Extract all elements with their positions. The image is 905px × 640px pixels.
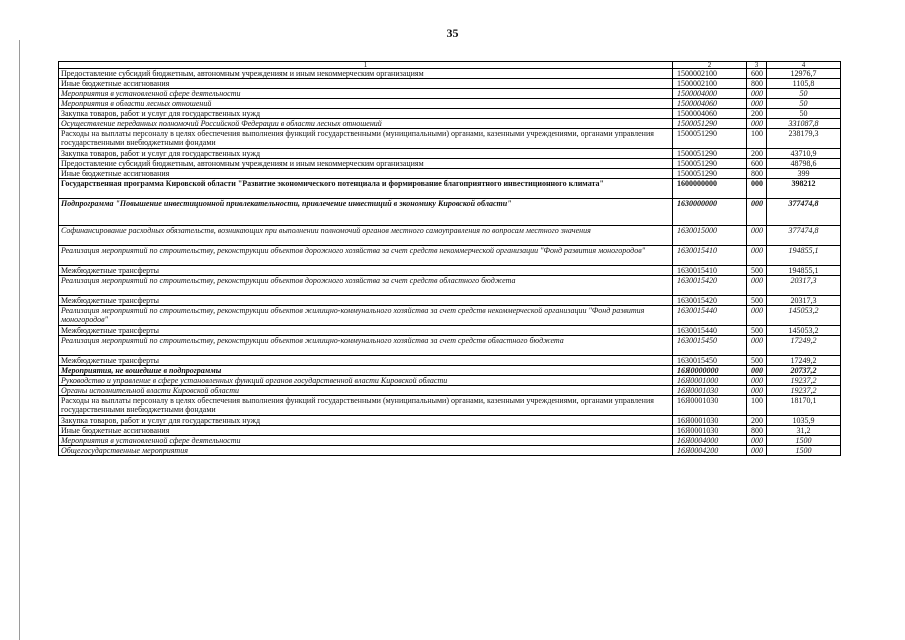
row-name-cell: Расходы на выплаты персоналу в целях обеспечения выполнения функций государственными (муниципальными) органами, казенными учреждениями, органами управления государственными внебюджетными фондами — [59, 396, 673, 416]
row-expense-type-cell: 000 — [747, 226, 767, 246]
table-header-row — [59, 62, 841, 69]
row-name-cell: Реализация мероприятий по строительству, реконструкции объектов дорожного хозяйства за счет средств областного бюджета — [59, 276, 673, 296]
table-row — [59, 266, 841, 276]
row-expense-type-cell: 000 — [747, 336, 767, 356]
row-amount-cell: 238179,3 — [767, 129, 841, 149]
row-expense-type-cell: 200 — [747, 109, 767, 119]
row-expense-type-cell: 600 — [747, 69, 767, 79]
row-code-cell: 1500002100 — [673, 69, 747, 79]
table-row — [59, 79, 841, 89]
table-row — [59, 89, 841, 99]
row-amount-cell: 377474,8 — [767, 226, 841, 246]
row-amount-cell: 19237,2 — [767, 386, 841, 396]
row-amount-cell: 20317,3 — [767, 276, 841, 296]
header-col-4: 4 — [767, 62, 841, 69]
row-expense-type-cell: 800 — [747, 79, 767, 89]
row-name-cell: Органы исполнительной власти Кировской области — [59, 386, 673, 396]
table-row — [59, 296, 841, 306]
table-row — [59, 99, 841, 109]
row-amount-cell: 50 — [767, 109, 841, 119]
row-code-cell: 1630015440 — [673, 326, 747, 336]
row-name-cell: Иные бюджетные ассигнования — [59, 426, 673, 436]
row-amount-cell: 17249,2 — [767, 336, 841, 356]
row-name-cell: Осуществление переданных полномочий Российской Федерации в области лесных отношений — [59, 119, 673, 129]
header-col-2: 2 — [673, 62, 747, 69]
row-code-cell: 1500051290 — [673, 169, 747, 179]
row-code-cell: 1500051290 — [673, 129, 747, 149]
page-number: 35 — [446, 26, 459, 40]
row-code-cell: 16Я0001030 — [673, 386, 747, 396]
row-amount-cell: 1500 — [767, 436, 841, 446]
table-body — [59, 69, 841, 456]
row-amount-cell: 48798,6 — [767, 159, 841, 169]
row-amount-cell: 19237,2 — [767, 376, 841, 386]
row-name-cell: Закупка товаров, работ и услуг для государственных нужд — [59, 109, 673, 119]
row-code-cell: 1630015420 — [673, 296, 747, 306]
table-row — [59, 376, 841, 386]
row-expense-type-cell: 200 — [747, 149, 767, 159]
row-name-cell: Иные бюджетные ассигнования — [59, 169, 673, 179]
table-row — [59, 446, 841, 456]
row-expense-type-cell: 600 — [747, 159, 767, 169]
row-name-cell: Расходы на выплаты персоналу в целях обеспечения выполнения функций государственными (муниципальными) органами, казенными учреждениями, органами управления государственными внебюджетными фондами — [59, 129, 673, 149]
row-name-cell: Реализация мероприятий по строительству, реконструкции объектов жилищно-коммунального хозяйства за счет средств областного бюджета — [59, 336, 673, 356]
row-code-cell: 1630015000 — [673, 226, 747, 246]
row-expense-type-cell: 000 — [747, 179, 767, 199]
table-row — [59, 436, 841, 446]
row-expense-type-cell: 000 — [747, 366, 767, 376]
row-expense-type-cell: 500 — [747, 266, 767, 276]
row-expense-type-cell: 500 — [747, 326, 767, 336]
row-code-cell: 1500004060 — [673, 109, 747, 119]
row-code-cell: 1630015440 — [673, 306, 747, 326]
row-code-cell: 1500051290 — [673, 159, 747, 169]
row-name-cell: Мероприятия в установленной сфере деятельности — [59, 436, 673, 446]
row-amount-cell: 377474,8 — [767, 199, 841, 226]
row-expense-type-cell: 000 — [747, 446, 767, 456]
table-row — [59, 169, 841, 179]
table-row — [59, 386, 841, 396]
budget-table — [58, 61, 841, 456]
table-row — [59, 356, 841, 366]
table-row — [59, 69, 841, 79]
row-amount-cell: 399 — [767, 169, 841, 179]
row-expense-type-cell: 000 — [747, 376, 767, 386]
row-name-cell: Мероприятия, не вошедшие в подпрограммы — [59, 366, 673, 376]
row-code-cell: 16Я0001000 — [673, 376, 747, 386]
row-name-cell: Межбюджетные трансферты — [59, 356, 673, 366]
row-code-cell: 16Я0001030 — [673, 396, 747, 416]
table-row — [59, 246, 841, 266]
row-expense-type-cell: 000 — [747, 386, 767, 396]
table-row — [59, 129, 841, 149]
row-amount-cell: 18170,1 — [767, 396, 841, 416]
row-expense-type-cell: 200 — [747, 416, 767, 426]
row-amount-cell: 145053,2 — [767, 326, 841, 336]
row-expense-type-cell: 000 — [747, 276, 767, 296]
header-col-3: 3 — [747, 62, 767, 69]
row-name-cell: Софинансирование расходных обязательств, возникающих при выполнении полномочий органов местного самоуправления по вопросам местного значения — [59, 226, 673, 246]
row-amount-cell: 1500 — [767, 446, 841, 456]
row-name-cell: Реализация мероприятий по строительству, реконструкции объектов жилищно-коммунального хозяйства за счет средств некоммерческой организации "Фонд развития моногородов" — [59, 306, 673, 326]
row-expense-type-cell: 100 — [747, 396, 767, 416]
table-row — [59, 109, 841, 119]
table-row — [59, 426, 841, 436]
row-code-cell: 1630015410 — [673, 246, 747, 266]
row-expense-type-cell: 000 — [747, 306, 767, 326]
table-row — [59, 179, 841, 199]
row-amount-cell: 50 — [767, 99, 841, 109]
row-name-cell: Общегосударственные мероприятия — [59, 446, 673, 456]
row-name-cell: Иные бюджетные ассигнования — [59, 79, 673, 89]
row-name-cell: Реализация мероприятий по строительству, реконструкции объектов дорожного хозяйства за счет средств некоммерческой организации "Фонд развития моногородов" — [59, 246, 673, 266]
row-code-cell: 1630000000 — [673, 199, 747, 226]
table-row — [59, 276, 841, 296]
row-amount-cell: 12976,7 — [767, 69, 841, 79]
row-expense-type-cell: 000 — [747, 436, 767, 446]
row-code-cell: 16Я0001030 — [673, 426, 747, 436]
row-amount-cell: 17249,2 — [767, 356, 841, 366]
row-expense-type-cell: 800 — [747, 426, 767, 436]
row-name-cell: Предоставление субсидий бюджетным, автономным учреждениям и иным некоммерческим организациям — [59, 159, 673, 169]
row-name-cell: Предоставление субсидий бюджетным, автономным учреждениям и иным некоммерческим организациям — [59, 69, 673, 79]
row-name-cell: Руководство и управление в сфере установленных функций органов государственной власти Кировской области — [59, 376, 673, 386]
row-name-cell: Подпрограмма "Повышение инвестиционной привлекательности, привлечение инвестиций в экономику Кировской области" — [59, 199, 673, 226]
row-amount-cell: 331087,8 — [767, 119, 841, 129]
row-code-cell: 1630015450 — [673, 356, 747, 366]
row-expense-type-cell: 000 — [747, 246, 767, 266]
row-expense-type-cell: 000 — [747, 89, 767, 99]
row-name-cell: Мероприятия в области лесных отношений — [59, 99, 673, 109]
row-code-cell: 1500004000 — [673, 89, 747, 99]
row-expense-type-cell: 000 — [747, 99, 767, 109]
row-amount-cell: 31,2 — [767, 426, 841, 436]
table-row — [59, 149, 841, 159]
table-row — [59, 416, 841, 426]
row-code-cell: 1500002100 — [673, 79, 747, 89]
row-name-cell: Закупка товаров, работ и услуг для государственных нужд — [59, 149, 673, 159]
row-amount-cell: 50 — [767, 89, 841, 99]
row-expense-type-cell: 000 — [747, 199, 767, 226]
row-amount-cell: 194855,1 — [767, 246, 841, 266]
row-name-cell: Государственная программа Кировской области "Развитие экономического потенциала и формирование благоприятного инвестиционного климата" — [59, 179, 673, 199]
row-code-cell: 1630015410 — [673, 266, 747, 276]
table-row — [59, 306, 841, 326]
row-name-cell: Мероприятия в установленной сфере деятельности — [59, 89, 673, 99]
table-row — [59, 396, 841, 416]
row-code-cell: 1500051290 — [673, 119, 747, 129]
table-row — [59, 226, 841, 246]
row-code-cell: 1500051290 — [673, 149, 747, 159]
row-amount-cell: 1105,8 — [767, 79, 841, 89]
row-name-cell: Межбюджетные трансферты — [59, 326, 673, 336]
table-row — [59, 199, 841, 226]
scan-edge-line — [19, 40, 20, 640]
row-code-cell: 16Я0000000 — [673, 366, 747, 376]
row-expense-type-cell: 000 — [747, 119, 767, 129]
row-code-cell: 1500004060 — [673, 99, 747, 109]
row-name-cell: Закупка товаров, работ и услуг для государственных нужд — [59, 416, 673, 426]
row-name-cell: Межбюджетные трансферты — [59, 296, 673, 306]
row-amount-cell: 1035,9 — [767, 416, 841, 426]
row-code-cell: 1600000000 — [673, 179, 747, 199]
row-amount-cell: 43710,9 — [767, 149, 841, 159]
row-code-cell: 16Я0001030 — [673, 416, 747, 426]
row-amount-cell: 20317,3 — [767, 296, 841, 306]
table-row — [59, 366, 841, 376]
row-code-cell: 1630015420 — [673, 276, 747, 296]
table-row — [59, 336, 841, 356]
table-row — [59, 159, 841, 169]
row-expense-type-cell: 100 — [747, 129, 767, 149]
row-expense-type-cell: 500 — [747, 296, 767, 306]
row-name-cell: Межбюджетные трансферты — [59, 266, 673, 276]
table-row — [59, 119, 841, 129]
table-row — [59, 326, 841, 336]
row-amount-cell: 145053,2 — [767, 306, 841, 326]
header-col-1: 1 — [59, 62, 673, 69]
row-amount-cell: 398212 — [767, 179, 841, 199]
row-amount-cell: 194855,1 — [767, 266, 841, 276]
row-code-cell: 1630015450 — [673, 336, 747, 356]
row-expense-type-cell: 800 — [747, 169, 767, 179]
row-code-cell: 16Я0004200 — [673, 446, 747, 456]
row-code-cell: 16Я0004000 — [673, 436, 747, 446]
row-expense-type-cell: 500 — [747, 356, 767, 366]
row-amount-cell: 20737,2 — [767, 366, 841, 376]
